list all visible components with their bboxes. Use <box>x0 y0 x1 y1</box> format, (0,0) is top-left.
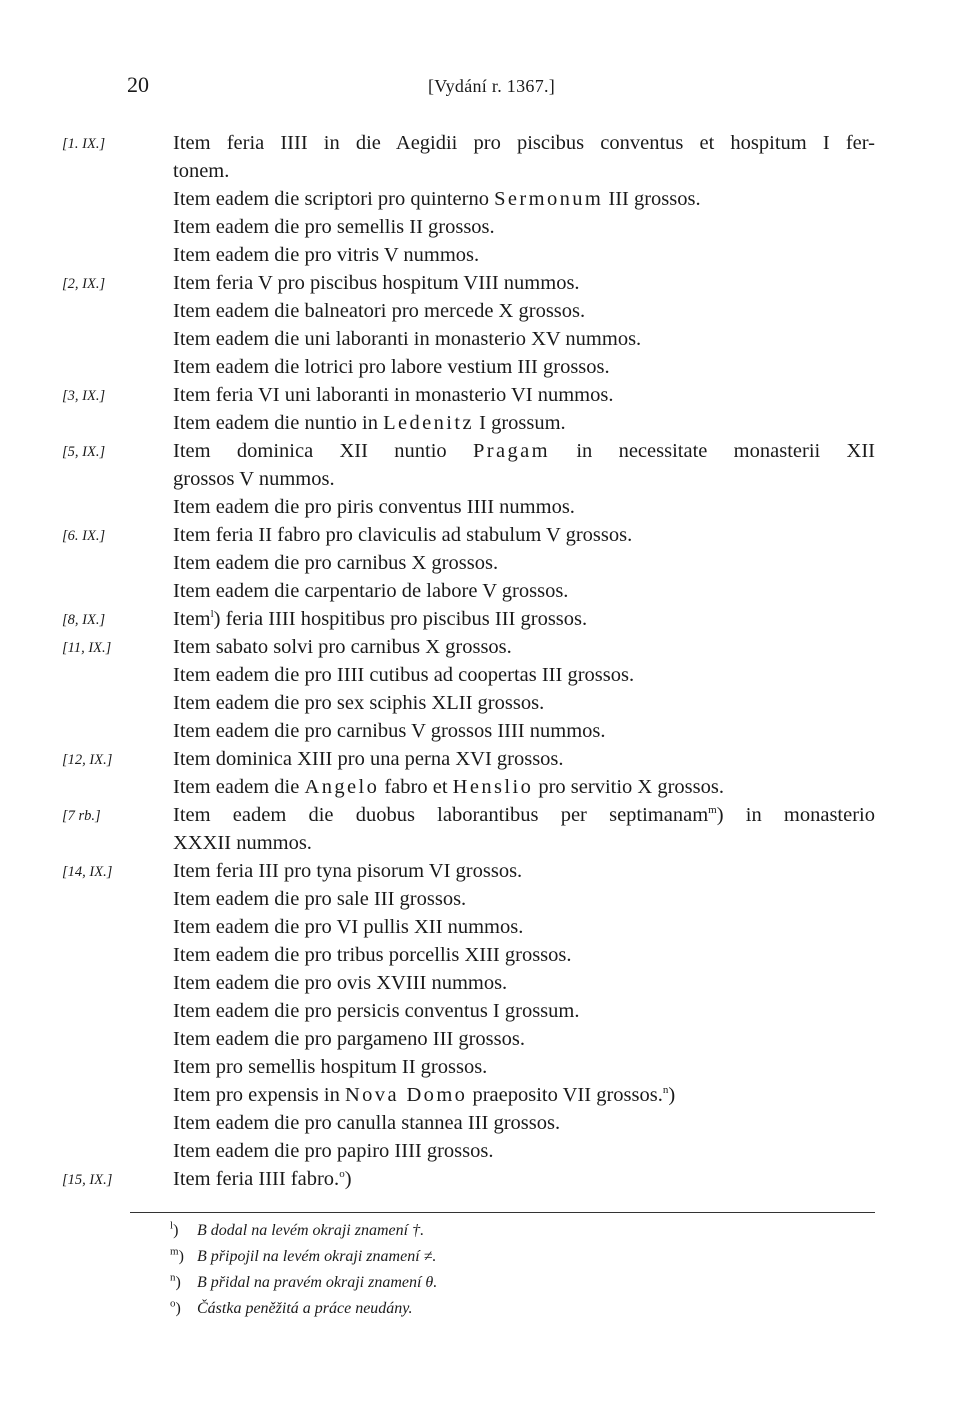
text-run: tonem. <box>173 160 230 182</box>
text-run: Item feria III pro tyna pisorum VI grossos. <box>173 860 523 882</box>
margin-date: [2, IX.] <box>62 276 106 292</box>
margin-date: [3, IX.] <box>62 388 106 404</box>
entry-text <box>173 745 564 773</box>
entry-text <box>173 465 335 493</box>
entry-line <box>0 857 960 885</box>
entry-text <box>173 129 875 157</box>
footnote <box>0 1270 960 1296</box>
text-run: Item eadem die pro ovis XVIII nummos. <box>173 972 508 994</box>
text-run: Item eadem die pro persicis conventus I grossum. <box>173 1000 580 1022</box>
text-run: Item eadem die pro vitris V nummos. <box>173 244 480 266</box>
entry-text <box>173 549 498 577</box>
text-run: I grossum. <box>474 412 566 434</box>
entry-line <box>0 465 960 493</box>
text-run: Item <box>173 608 211 630</box>
entry-line <box>0 969 960 997</box>
text-run: ) <box>668 1084 676 1106</box>
spaced-name: Ledenitz <box>383 412 474 434</box>
text-run: Item eadem die lotrici pro labore vestium III grossos. <box>173 356 610 378</box>
footnote-letter: o <box>170 1297 176 1310</box>
margin-date: [12, IX.] <box>62 752 113 768</box>
entry-line <box>0 997 960 1025</box>
entry-line <box>0 381 960 409</box>
footnote-text: B přidal na pravém okraji znamení θ. <box>197 1274 438 1291</box>
text-run: Item eadem die duobus laborantibus per septimanam <box>173 804 709 826</box>
footnote <box>0 1218 960 1244</box>
entry-text <box>173 353 610 381</box>
text-run: Item eadem die pro IIII cutibus ad coopertas III grossos. <box>173 664 635 686</box>
entry-line <box>0 185 960 213</box>
text-run: Item eadem die <box>173 776 305 798</box>
entry-text <box>173 325 641 353</box>
footnote-text: B dodal na levém okraji znamení †. <box>197 1222 425 1239</box>
entry-text <box>173 437 875 465</box>
entry-text <box>173 829 312 857</box>
entry-line <box>0 353 960 381</box>
margin-date: [11, IX.] <box>62 640 112 656</box>
text-run: Item eadem die balneatori pro mercede X grossos. <box>173 300 586 322</box>
entry-line <box>0 157 960 185</box>
entry-line <box>0 1137 960 1165</box>
entry-text <box>173 577 568 605</box>
footnote-ref: m <box>708 804 717 817</box>
entry-text <box>173 1053 487 1081</box>
margin-date: [7 rb.] <box>62 808 101 824</box>
text-run: Item eadem die pro canulla stannea III grossos. <box>173 1112 561 1134</box>
entry-text <box>173 969 507 997</box>
entry-text <box>173 1165 352 1193</box>
text-run: Item feria IIII in die Aegidii pro piscibus conventus et hospitum I fer- <box>173 132 875 154</box>
text-run: Item feria V pro piscibus hospitum VIII nummos. <box>173 272 580 294</box>
entry-line <box>0 689 960 717</box>
entry-text <box>173 213 495 241</box>
text-run: Item eadem die pro VI pullis XII nummos. <box>173 916 524 938</box>
entry-text <box>173 241 479 269</box>
text-run: ) in monasterio <box>716 804 875 826</box>
text-run: ) feria IIII hospitibus pro piscibus III grossos. <box>213 608 588 630</box>
spaced-name: Pragam <box>472 440 550 462</box>
entry-text <box>173 1109 560 1137</box>
entry-text <box>173 885 466 913</box>
footnote-text: B připojil na levém okraji znamení ≠. <box>197 1248 437 1265</box>
footnote-mark: $^n$) <box>170 1271 181 1291</box>
spaced-name: Sermonum <box>494 188 604 210</box>
entry-line <box>0 1109 960 1137</box>
text-run: pro servitio X grossos. <box>533 776 724 798</box>
page-number: 20 <box>127 72 149 97</box>
entry-line <box>0 129 960 157</box>
entry-line <box>0 829 960 857</box>
entry-line <box>0 605 960 633</box>
entry-text <box>173 493 575 521</box>
entry-text <box>173 773 724 801</box>
footnote-ref: n <box>662 1084 669 1097</box>
text-run: Item eadem die pro piris conventus IIII nummos. <box>173 496 575 518</box>
entry-line <box>0 773 960 801</box>
footnotes <box>0 1218 960 1322</box>
ledger-entries <box>0 129 960 1193</box>
entry-text <box>173 661 634 689</box>
entry-text <box>173 913 523 941</box>
entry-line <box>0 941 960 969</box>
entry-line <box>0 437 960 465</box>
spaced-name: Nova Domo <box>344 1084 468 1106</box>
text-run: Item eadem die scriptori pro quinterno <box>173 188 495 210</box>
text-run: grossos V nummos. <box>173 468 335 490</box>
margin-date: [1. IX.] <box>62 136 106 152</box>
entry-text <box>173 157 229 185</box>
footnote-ref: o <box>339 1168 345 1181</box>
footnote-text: Částka peněžitá a práce neudány. <box>197 1300 413 1317</box>
text-run: Item eadem die pro sex sciphis XLII grossos. <box>173 692 545 714</box>
entry-line <box>0 493 960 521</box>
text-run: Item eadem die pro sale III grossos. <box>173 888 467 910</box>
entry-line <box>0 1081 960 1109</box>
entry-line <box>0 717 960 745</box>
spaced-name: Henslio <box>452 776 534 798</box>
entry-line <box>0 409 960 437</box>
entry-line <box>0 633 960 661</box>
footnote-mark: $^m$) <box>170 1245 184 1265</box>
footnote-ref: l <box>210 608 214 621</box>
text-run: Item pro semellis hospitum II grossos. <box>173 1056 488 1078</box>
running-title: [Vydání r. 1367.] <box>428 76 556 96</box>
text-run: Item sabato solvi pro carnibus X grossos. <box>173 636 512 658</box>
entry-text <box>173 185 701 213</box>
entry-text <box>173 941 572 969</box>
entry-text <box>173 689 544 717</box>
text-run: Item eadem die pro papiro IIII grossos. <box>173 1140 494 1162</box>
text-run: praeposito VII grossos. <box>467 1084 663 1106</box>
entry-text <box>173 633 512 661</box>
entry-line <box>0 1165 960 1193</box>
entry-text <box>173 1137 494 1165</box>
entry-text <box>173 269 580 297</box>
entry-line <box>0 913 960 941</box>
text-run: Item dominica XIII pro una perna XVI grossos. <box>173 748 564 770</box>
entry-text <box>173 1081 675 1109</box>
footnote-mark: $^o$) <box>170 1297 181 1317</box>
entry-line <box>0 801 960 829</box>
entry-line <box>0 325 960 353</box>
text-run: Item feria IIII fabro. <box>173 1168 340 1190</box>
entry-text <box>173 381 613 409</box>
margin-date: [6. IX.] <box>62 528 106 544</box>
entry-line <box>0 297 960 325</box>
text-run: Item eadem die pro carnibus X grossos. <box>173 552 499 574</box>
entry-line <box>0 1053 960 1081</box>
margin-date: [8, IX.] <box>62 612 106 628</box>
entry-text <box>173 521 632 549</box>
entry-text <box>173 717 606 745</box>
text-run: Item pro expensis in <box>173 1084 345 1106</box>
entry-line <box>0 213 960 241</box>
entry-text <box>173 297 585 325</box>
text-run: Item feria II fabro pro claviculis ad stabulum V grossos. <box>173 524 633 546</box>
footnote <box>0 1244 960 1270</box>
text-run: III grossos. <box>603 188 701 210</box>
entry-text <box>173 801 875 829</box>
entry-line <box>0 745 960 773</box>
entry-text <box>173 1025 525 1053</box>
entry-line <box>0 661 960 689</box>
text-run: XXXII nummos. <box>173 832 312 854</box>
entry-line <box>0 241 960 269</box>
text-run: Item eadem die pro tribus porcellis XIII grossos. <box>173 944 572 966</box>
entry-line <box>0 549 960 577</box>
margin-date: [14, IX.] <box>62 864 113 880</box>
footnote-letter: n <box>170 1271 176 1284</box>
text-run: fabro et <box>379 776 453 798</box>
entry-line <box>0 577 960 605</box>
text-run: Item dominica XII nuntio <box>173 440 473 462</box>
entry-line <box>0 885 960 913</box>
text-run: Item eadem die pro carnibus V grossos IIII nummos. <box>173 720 606 742</box>
footnote-letter: l <box>170 1219 174 1232</box>
entry-text <box>173 605 587 633</box>
text-run: Item feria VI uni laboranti in monasterio VI nummos. <box>173 384 614 406</box>
footnote-mark: $^l$) <box>170 1219 179 1239</box>
entry-text <box>173 857 522 885</box>
entry-line <box>0 1025 960 1053</box>
entry-line <box>0 521 960 549</box>
page-header <box>0 72 960 102</box>
entry-text <box>173 997 579 1025</box>
margin-date: [15, IX.] <box>62 1172 113 1188</box>
spaced-name: Angelo <box>304 776 380 798</box>
entry-text <box>173 409 566 437</box>
text-run: ) <box>344 1168 352 1190</box>
footnote-letter: m <box>170 1245 179 1258</box>
margin-date: [5, IX.] <box>62 444 106 460</box>
text-run: Item eadem die uni laboranti in monasterio XV nummos. <box>173 328 642 350</box>
entry-line <box>0 269 960 297</box>
text-run: Item eadem die pro semellis II grossos. <box>173 216 495 238</box>
footnote <box>0 1296 960 1322</box>
text-run: Item eadem die pro pargameno III grossos. <box>173 1028 525 1050</box>
text-run: in necessitate monasterii XII <box>550 440 875 462</box>
text-run: Item eadem die carpentario de labore V grossos. <box>173 580 569 602</box>
footnote-divider <box>130 1212 875 1213</box>
text-run: Item eadem die nuntio in <box>173 412 384 434</box>
